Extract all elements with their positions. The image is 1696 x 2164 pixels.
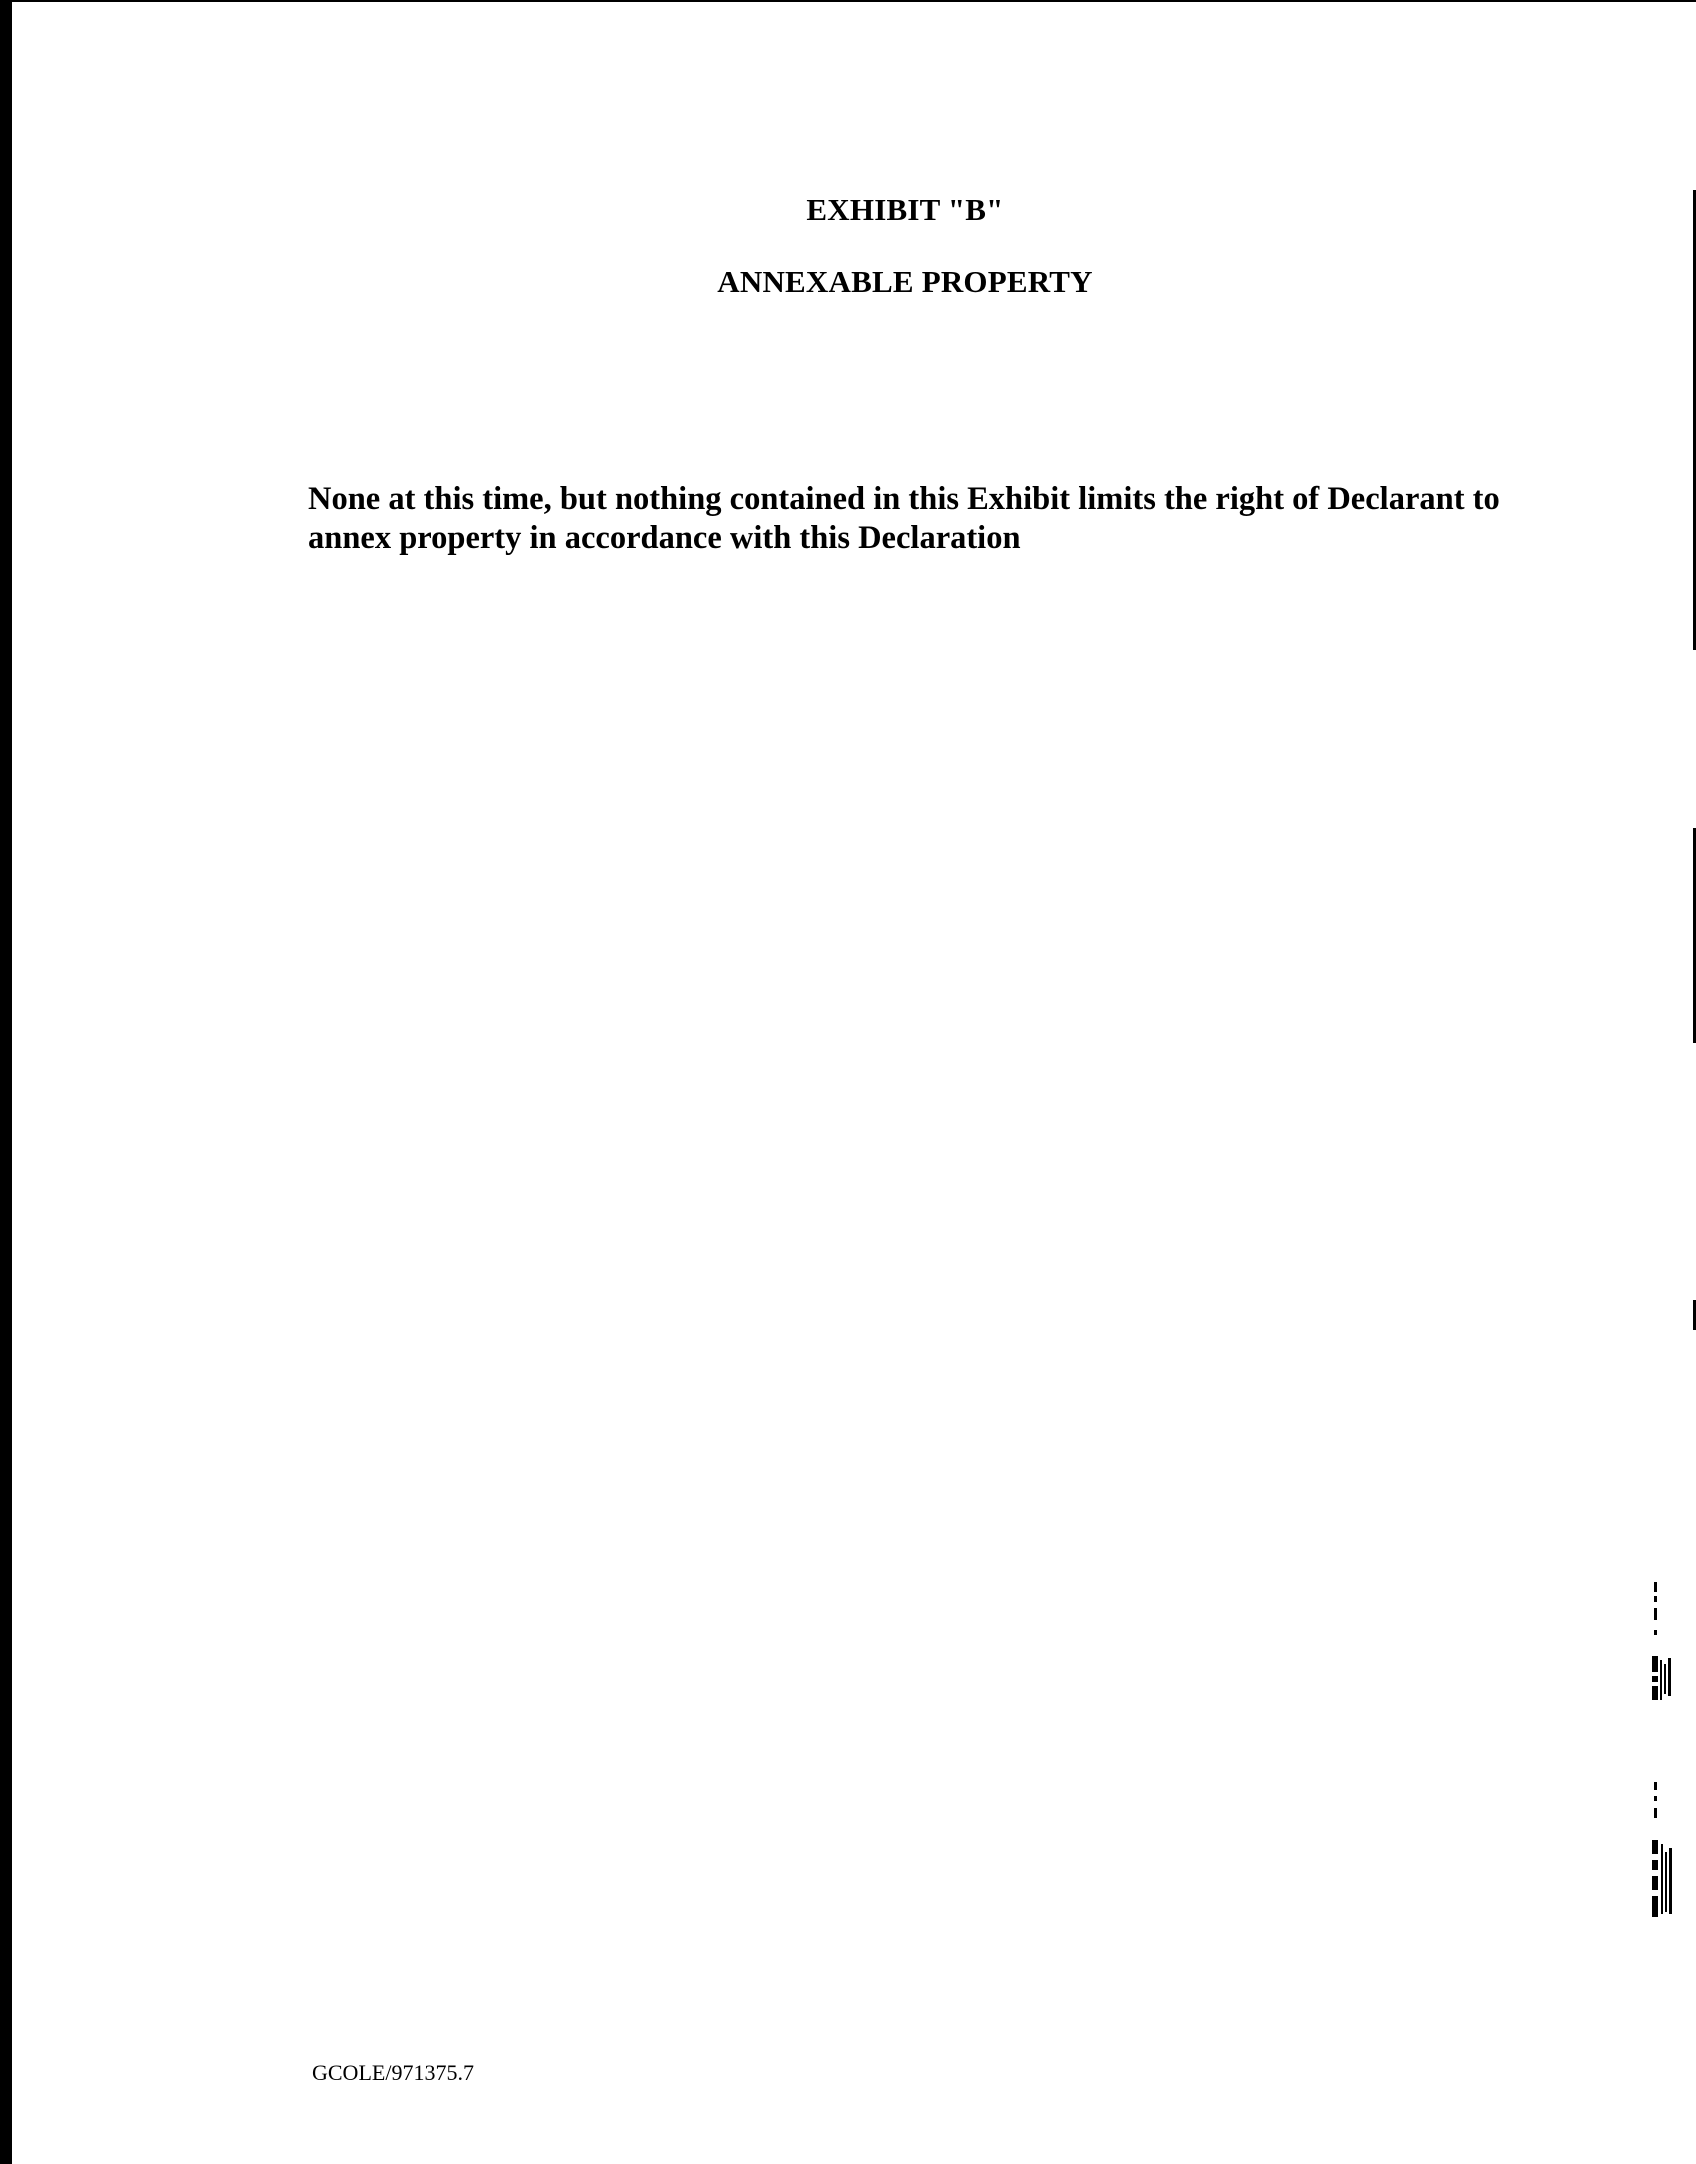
section-title: ANNEXABLE PROPERTY <box>717 264 1093 299</box>
exhibit-title: EXHIBIT "B" <box>806 192 1004 227</box>
body-paragraph <box>308 480 1538 558</box>
document-footer-code: GCOLE/971375.7 <box>312 2060 474 2085</box>
body-line: None at this time, but nothing contained in this Exhibit limits the right of Declarant to <box>308 481 1500 517</box>
scan-edge-top <box>0 0 1696 2</box>
margin-stamp-icon <box>1652 1582 1682 1700</box>
scan-edge-left <box>0 0 12 2164</box>
margin-stamp-icon <box>1652 1782 1682 1917</box>
body-line: annex property in accordance with this Declaration <box>308 520 1021 556</box>
